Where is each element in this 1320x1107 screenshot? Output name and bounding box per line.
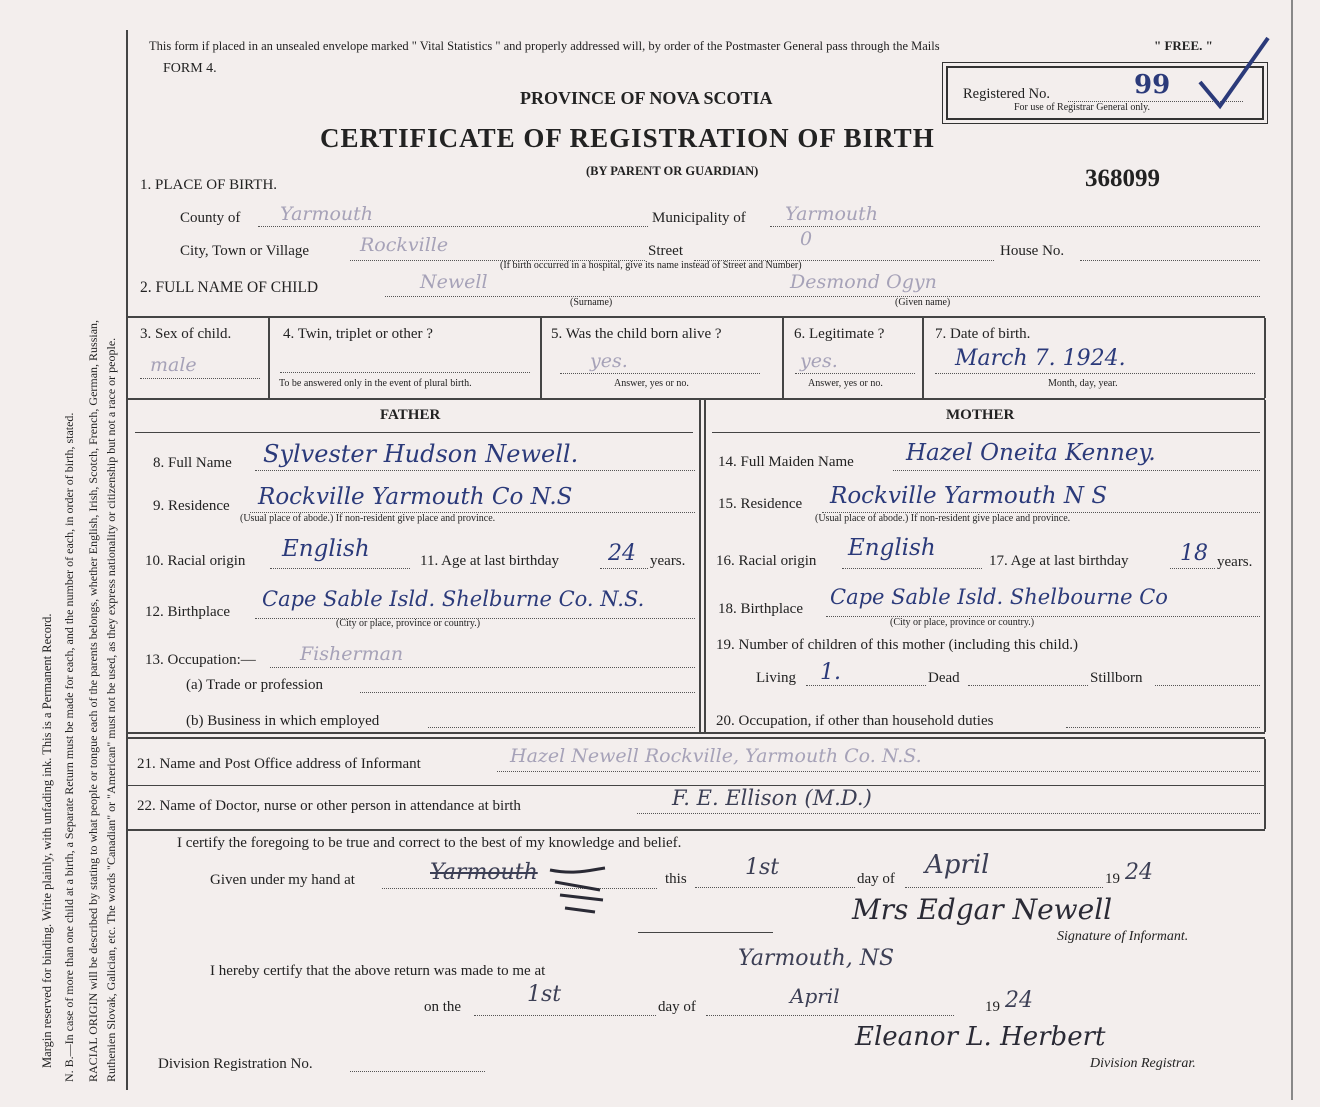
margin-note-multiple-births: N. B.—In case of more than one child at a birth, a Separate Return must be made for each, and the number of each, in order of birth, stated. [62, 412, 76, 1082]
province-heading: PROVINCE OF NOVA SCOTIA [520, 88, 773, 108]
father-age-label: 11. Age at last birthday [420, 553, 559, 569]
margin-note-racial-origin-cont: Ruthenien Slovak, Galician, etc. The words "Canadian" or "American" must not be used, as they express nationality or citizenship but not a race or people. [104, 337, 118, 1082]
father-occupation-label: 13. Occupation:— [145, 652, 256, 668]
certify-statement: I certify the foregoing to be true and correct to the best of my knowledge and belief. [177, 835, 682, 851]
doctor-value: F. E. Ellison (M.D.) [672, 786, 872, 810]
sex-value: male [150, 354, 197, 376]
mother-birthplace-label: 18. Birthplace [718, 601, 803, 617]
hospital-note: (If birth occurred in a hospital, give its name instead of Street and Number) [500, 260, 802, 271]
father-residence-value: Rockville Yarmouth Co N.S [258, 484, 573, 510]
father-birthplace-label: 12. Birthplace [145, 604, 230, 620]
given-place-value: Yarmouth [430, 860, 538, 885]
ink-scribble-icon [545, 860, 615, 920]
surname-caption: (Surname) [570, 297, 613, 308]
informant-value: Hazel Newell Rockville, Yarmouth Co. N.S. [510, 745, 922, 767]
informant-signature-caption: Signature of Informant. [1057, 929, 1189, 944]
father-birthplace-value: Cape Sable Isld. Shelburne Co. N.S. [262, 587, 645, 611]
certify-year-value: 24 [1125, 860, 1153, 885]
municipality-label: Municipality of [652, 210, 746, 226]
child-name-label: 2. FULL NAME OF CHILD [140, 279, 319, 296]
legitimate-value: yes. [800, 350, 838, 372]
day-of-label-2: day of [658, 999, 696, 1015]
mother-name-value: Hazel Oneita Kenney. [906, 440, 1156, 466]
margin-note-racial-origin: RACIAL ORIGIN will be described by stating to what people or tongue each of the parents belongs, whether English, Irish, Scotch, French, German, Russian, [86, 319, 100, 1082]
mother-racial-origin-value: English [848, 535, 936, 561]
mother-age-label: 17. Age at last birthday [989, 553, 1129, 569]
division-registration-label: Division Registration No. [158, 1056, 313, 1072]
county-value: Yarmouth [280, 203, 374, 225]
date-of-birth-label: 7. Date of birth. [935, 326, 1031, 342]
informant-label: 21. Name and Post Office address of Informant [137, 756, 421, 772]
registrar-signature: Eleanor L. Herbert [855, 1022, 1106, 1052]
check-mark-icon [1190, 34, 1280, 124]
mother-racial-origin-label: 16. Racial origin [716, 553, 817, 569]
father-birthplace-note: (City or place, province or country.) [336, 618, 481, 629]
on-the-label: on the [424, 999, 462, 1015]
trade-label: (a) Trade or profession [186, 677, 324, 693]
mother-name-label: 14. Full Maiden Name [718, 454, 854, 470]
father-age-value: 24 [608, 541, 636, 566]
on-the-value: 1st [527, 982, 562, 1007]
child-given-value: Desmond Ogyn [790, 271, 937, 293]
father-racial-origin-label: 10. Racial origin [145, 553, 246, 569]
year-prefix-2: 19 [985, 999, 1000, 1015]
municipality-value: Yarmouth [785, 203, 879, 225]
street-value: 0 [800, 228, 813, 250]
father-name-value: Sylvester Hudson Newell. [263, 440, 579, 468]
day-of-label: day of [857, 871, 895, 887]
certificate-title: CERTIFICATE OF REGISTRATION OF BIRTH [320, 123, 935, 153]
registrar-general-note: For use of Registrar General only. [1014, 102, 1150, 113]
date-of-birth-note: Month, day, year. [1048, 378, 1118, 389]
born-alive-value: yes. [590, 350, 628, 372]
this-label: this [665, 871, 687, 887]
mother-residence-value: Rockville Yarmouth N S [830, 483, 1108, 509]
father-occupation-value: Fisherman [300, 643, 404, 665]
sex-label: 3. Sex of child. [140, 326, 232, 342]
mother-heading: MOTHER [946, 407, 1015, 423]
year-prefix: 19 [1105, 871, 1120, 887]
return-made-label: I hereby certify that the above return was made to me at [210, 963, 546, 979]
children-count-label: 19. Number of children of this mother (including this child.) [716, 637, 1079, 653]
mother-birthplace-note: (City or place, province or country.) [890, 617, 1035, 628]
mother-residence-note: (Usual place of abode.) If non-resident give place and province. [815, 513, 1071, 524]
father-name-label: 8. Full Name [153, 455, 232, 471]
father-racial-origin-value: English [282, 536, 370, 562]
form-left-border [126, 30, 128, 1090]
mother-residence-label: 15. Residence [718, 496, 803, 512]
certify-month-value: April [925, 850, 990, 880]
dead-label: Dead [928, 670, 960, 686]
legitimate-label: 6. Legitimate ? [794, 326, 885, 342]
place-of-birth-label: 1. PLACE OF BIRTH. [140, 177, 278, 193]
living-value: 1. [820, 660, 841, 685]
free-label: " FREE. " [1154, 38, 1213, 53]
this-day-value: 1st [745, 855, 780, 880]
father-years-label: years. [650, 553, 686, 569]
return-place-value: Yarmouth, NS [738, 946, 895, 971]
division-registrar-caption: Division Registrar. [1090, 1056, 1196, 1071]
registered-number: 99 [1134, 70, 1171, 100]
return-month-value: April [790, 984, 840, 1008]
registered-label: Registered No. [963, 86, 1050, 102]
return-year-value: 24 [1005, 988, 1033, 1013]
certificate-subtitle: (BY PARENT OR GUARDIAN) [586, 164, 759, 178]
mother-age-value: 18 [1180, 541, 1208, 566]
living-label: Living [756, 670, 796, 686]
certificate-number: 368099 [1085, 165, 1160, 192]
margin-note-binding: Margin reserved for binding. Write plainly, with unfading ink. This is a Permanent Record. [40, 613, 54, 1068]
given-under-hand-label: Given under my hand at [210, 872, 355, 888]
twin-label: 4. Twin, triplet or other ? [283, 326, 433, 342]
form-number: FORM 4. [163, 61, 217, 76]
father-residence-label: 9. Residence [153, 498, 230, 514]
mail-notice: This form if placed in an unsealed envelope marked " Vital Statistics " and properly addressed will, by order of the Postmaster General pass through the Mails [149, 39, 940, 53]
father-heading: FATHER [380, 407, 441, 423]
born-alive-note: Answer, yes or no. [614, 378, 689, 389]
twin-note: To be answered only in the event of plural birth. [279, 378, 472, 389]
city-label: City, Town or Village [180, 243, 310, 259]
street-label: Street [648, 243, 683, 259]
mother-occupation-label: 20. Occupation, if other than household duties [716, 713, 994, 729]
mother-birthplace-value: Cape Sable Isld. Shelbourne Co [830, 585, 1168, 609]
child-surname-value: Newell [420, 271, 488, 293]
business-label: (b) Business in which employed [186, 713, 380, 729]
born-alive-label: 5. Was the child born alive ? [551, 326, 722, 342]
city-value: Rockville [360, 234, 449, 256]
form-right-border [1291, 0, 1293, 1100]
legitimate-note: Answer, yes or no. [808, 378, 883, 389]
father-residence-note: (Usual place of abode.) If non-resident give place and province. [240, 513, 496, 524]
house-number-label: House No. [1000, 243, 1065, 259]
date-of-birth-value: March 7. 1924. [955, 346, 1126, 371]
stillborn-label: Stillborn [1090, 670, 1143, 686]
county-label: County of [180, 210, 241, 226]
informant-signature: Mrs Edgar Newell [852, 893, 1113, 926]
mother-years-label: years. [1217, 554, 1253, 570]
given-name-caption: (Given name) [895, 297, 951, 308]
doctor-label: 22. Name of Doctor, nurse or other person in attendance at birth [137, 798, 521, 814]
